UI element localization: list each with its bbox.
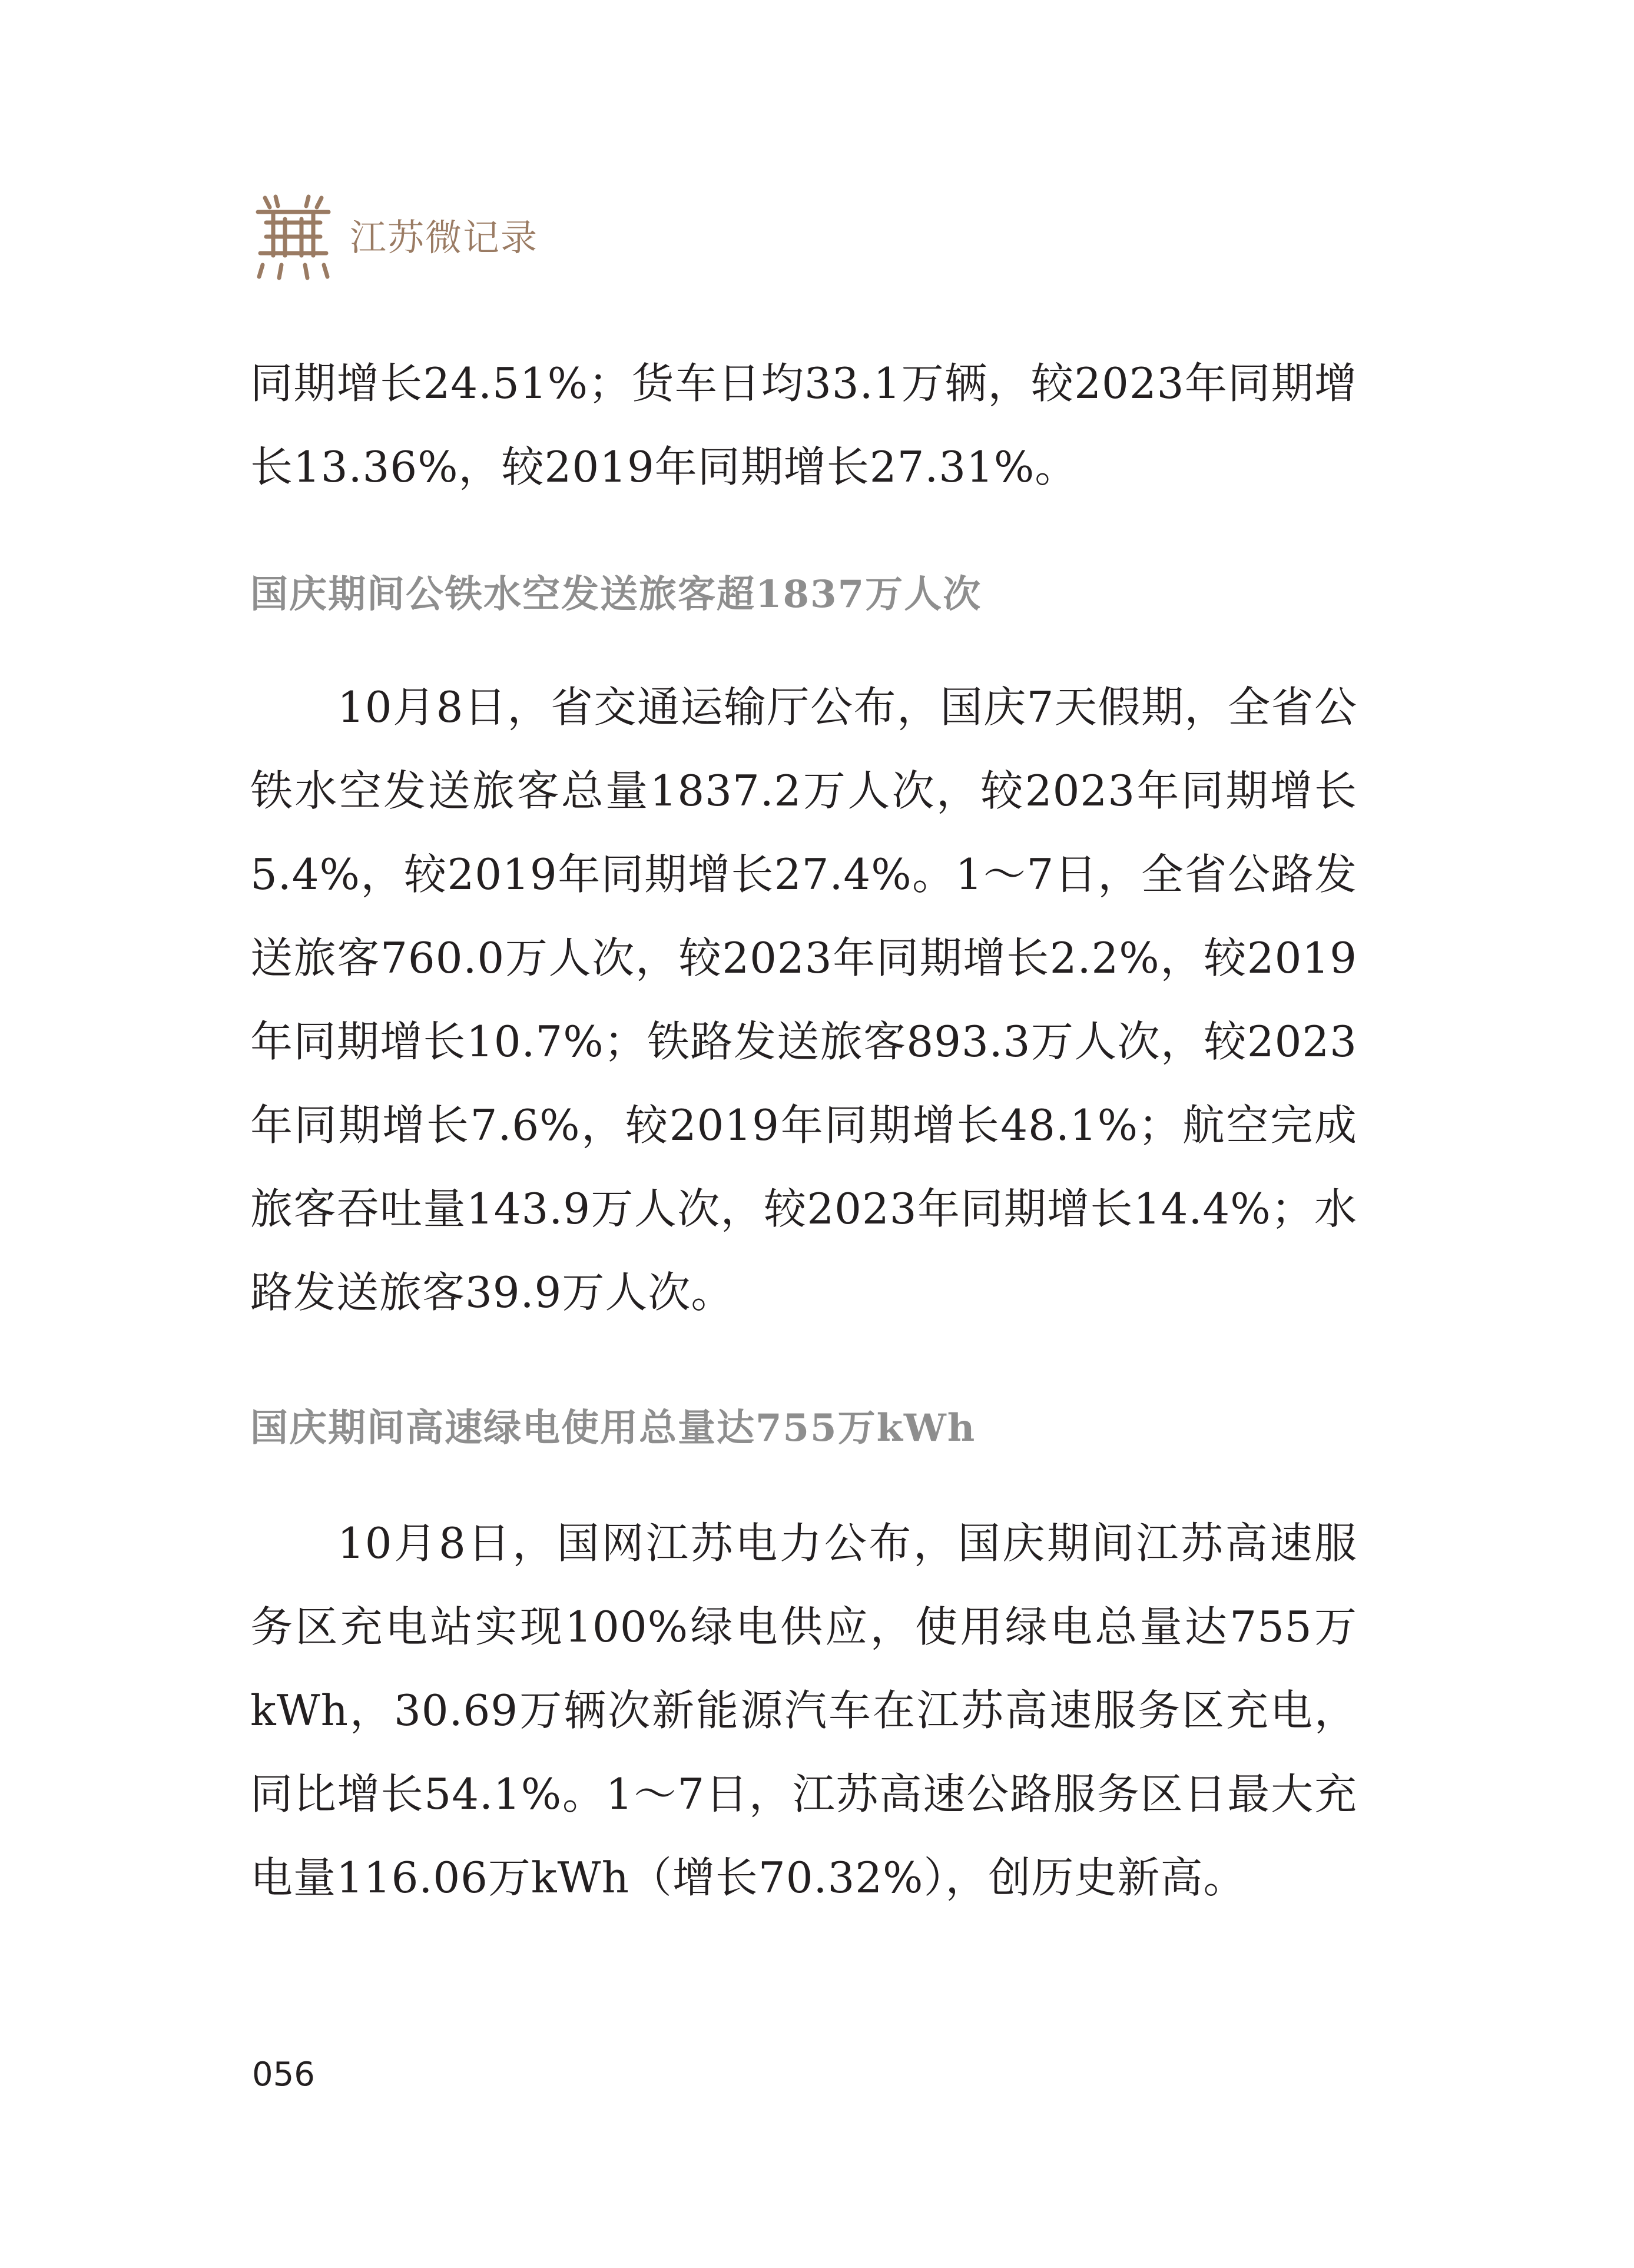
article-body [250, 341, 1357, 1919]
page-number: 056 [252, 2055, 315, 2094]
paragraph-green-power: 10月8日，国网江苏电力公布，国庆期间江苏高速服务区充电站实现100%绿电供应，使用绿电总量达755万kWh，30.69万辆次新能源汽车在江苏高速服务区充电，同比增长54.1%。1～7日，江苏高速公路服务区日最大充电量116.06万kWh（增长70.32%），创历史新高。 [250, 1518, 1357, 1902]
page-header [252, 190, 538, 284]
paragraph-continued: 同期增长24.51%；货车日均33.1万辆，较2023年同期增长13.36%，较2019年同期增长27.31%。 [250, 359, 1357, 492]
seal-logo-icon [252, 192, 334, 281]
header-title: 江苏微记录 [350, 216, 539, 259]
paragraph-passengers: 10月8日，省交通运输厅公布，国庆7天假期，全省公铁水空发送旅客总量1837.2万人次，较2023年同期增长5.4%，较2019年同期增长27.4%。1～7日，全省公路发送旅客760.0万人次，较2023年同期增长2.2%，较2019年同期增长10.7%；铁路发送旅客893.3万人次，较2023年同期增长7.6%，较2019年同期增长48.1%；航空完成旅客吞吐量143.9万人次，较2023年同期增长14.4%；水路发送旅客39.9万人次。 [250, 682, 1357, 1317]
section-heading-green-power: 国庆期间高速绿电使用总量达755万kWh [250, 1406, 976, 1450]
section-heading-passengers: 国庆期间公铁水空发送旅客超1837万人次 [250, 572, 982, 616]
